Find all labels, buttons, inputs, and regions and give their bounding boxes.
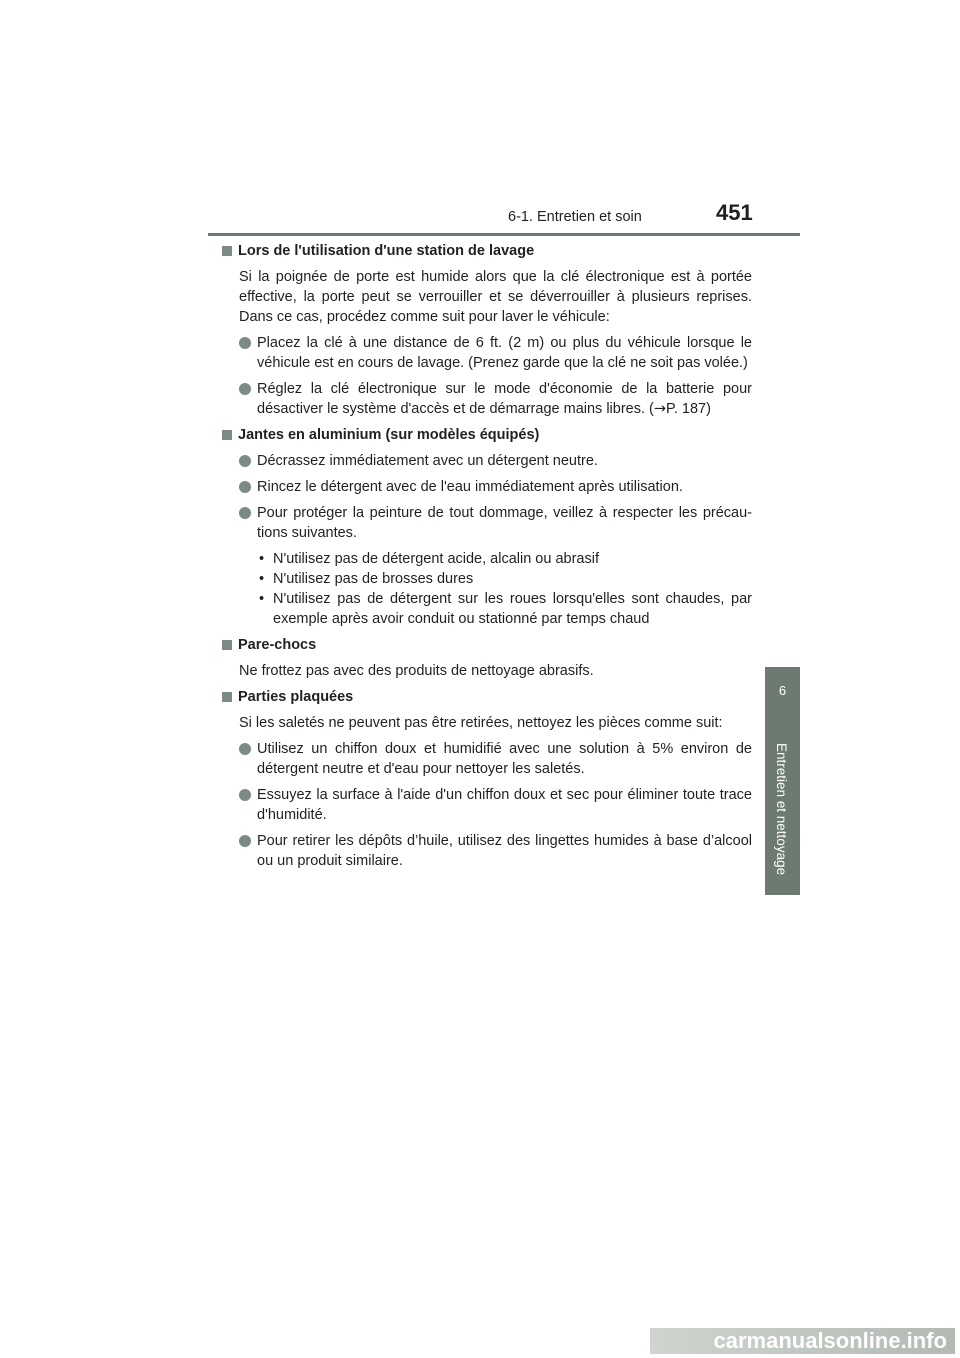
header-divider xyxy=(208,233,800,236)
sub-list-item: • N'utilisez pas de brosses dures xyxy=(259,571,474,587)
round-bullet-icon xyxy=(239,481,251,493)
list-item: Décrassez immédiatement avec un détergent neutre. xyxy=(222,451,752,471)
round-bullet-icon xyxy=(239,507,251,519)
section-heading-alloy-wheels: Jantes en aluminium (sur modèles équipés) xyxy=(222,425,752,445)
sub-list-item: • N'utilisez pas de détergent sur les roues lorsqu'elles sont chaudes, par exemple après avoir conduit ou stationné par temps chaud xyxy=(259,591,752,627)
round-bullet-icon xyxy=(239,743,251,755)
round-bullet-icon xyxy=(239,455,251,467)
list-item: Placez la clé à une distance de 6 ft. (2 m) ou plus du véhicule lorsque le véhicule est en cours de lavage. (Prenez garde que la clé ne soit pas volée.) xyxy=(222,333,752,373)
list-item: Réglez la clé électronique sur le mode d'économie de la batterie pour désactiver le système d'accès et de démarrage mains libres. (→P. 187) xyxy=(222,379,752,419)
section-heading-bumpers: Pare-chocs xyxy=(222,635,752,655)
square-bullet-icon xyxy=(222,430,232,440)
list-item: Rincez le détergent avec de l'eau immédiatement après utilisation. xyxy=(222,477,752,497)
watermark-logo[interactable]: carmanualsonline.info xyxy=(650,1328,955,1354)
list-item: Pour retirer les dépôts d’huile, utilisez des lingettes humides à base d’alcool ou un produit similaire. xyxy=(222,831,752,871)
page-reference-link[interactable]: P. 187) xyxy=(666,401,711,417)
arrow-icon: → xyxy=(653,401,667,417)
section-header: 6-1. Entretien et soin xyxy=(508,209,642,225)
paragraph: Si les saletés ne peuvent pas être retirées, nettoyez les pièces comme suit: xyxy=(239,715,723,731)
section-heading-plated-parts: Parties plaquées xyxy=(222,687,752,707)
chapter-tab xyxy=(765,667,800,895)
round-bullet-icon xyxy=(239,835,251,847)
list-item: Utilisez un chiffon doux et humidifié avec une solution à 5% environ de détergent neutre et d'eau pour nettoyer les saletés. xyxy=(222,739,752,779)
section-heading-car-wash: Lors de l'utilisation d'une station de lavage xyxy=(222,241,752,261)
page-content xyxy=(222,241,752,877)
page-number: 451 xyxy=(716,200,753,225)
dot-marker-icon: • xyxy=(259,591,265,607)
list-item: Essuyez la surface à l'aide d'un chiffon doux et sec pour éliminer toute trace d'humidité. xyxy=(222,785,752,825)
round-bullet-icon xyxy=(239,383,251,395)
round-bullet-icon xyxy=(239,337,251,349)
chapter-number: 6 xyxy=(778,683,787,698)
sub-list xyxy=(222,549,752,629)
square-bullet-icon xyxy=(222,246,232,256)
dot-marker-icon: • xyxy=(259,551,265,567)
chapter-title: Entretien et nettoyage xyxy=(774,743,789,876)
paragraph: Ne frottez pas avec des produits de nettoyage abrasifs. xyxy=(239,663,594,679)
dot-marker-icon: • xyxy=(259,571,265,587)
list-item: Pour protéger la peinture de tout dommage, veillez à respecter les précau-tions suivantes. xyxy=(222,503,752,543)
round-bullet-icon xyxy=(239,789,251,801)
square-bullet-icon xyxy=(222,692,232,702)
paragraph: Si la poignée de porte est humide alors que la clé électronique est à portée effective, la porte peut se verrouiller et se déverrouiller à plusieurs reprises. Dans ce cas, procédez comme suit pour laver le véhicule: xyxy=(239,269,752,325)
square-bullet-icon xyxy=(222,640,232,650)
sub-list-item: • N'utilisez pas de détergent acide, alcalin ou abrasif xyxy=(259,551,599,567)
